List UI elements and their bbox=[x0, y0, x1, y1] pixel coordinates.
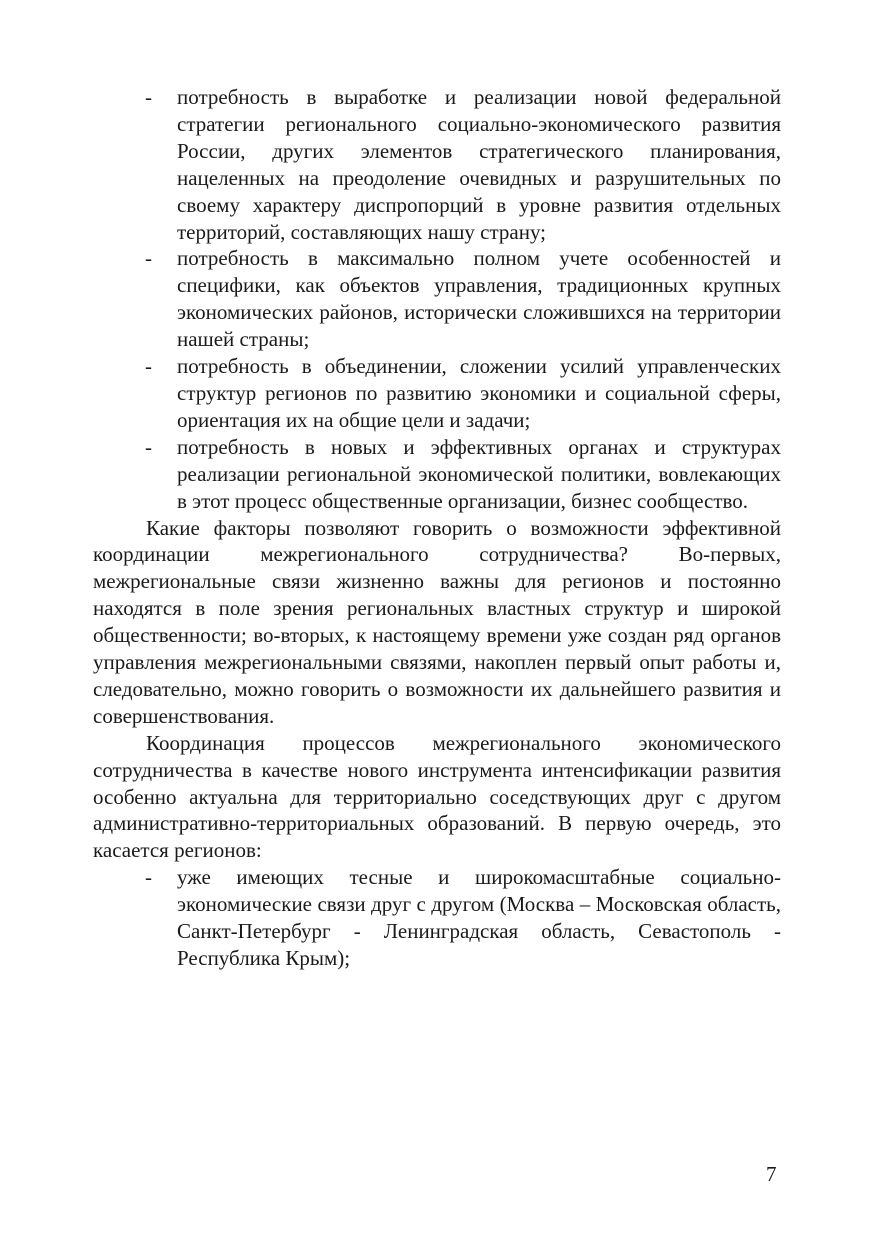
list-item-text: потребность в новых и эффективных органах и структурах реализации региональной экономической политики, вовлекающих в этот процесс общественные организации, бизнес сообщество. bbox=[177, 434, 781, 513]
list-bullet: - bbox=[145, 354, 152, 379]
list-item bbox=[93, 864, 781, 972]
list-item-text: уже имеющих тесные и широкомасштабные социально-экономические связи друг с другом (Москва – Московская область, Санкт-Петербург - Ленинградская область, Севастополь - Республика Крым); bbox=[177, 865, 781, 970]
list-item bbox=[93, 353, 781, 434]
list-item bbox=[93, 434, 781, 515]
list-item bbox=[93, 84, 781, 245]
list-bullet: - bbox=[145, 85, 152, 109]
needs-list bbox=[93, 84, 781, 515]
document-page bbox=[93, 84, 781, 972]
list-item-text: потребность в максимально полном учете особенностей и специфики, как объектов управления, традиционных крупных экономических районов, исторически сложившихся на территории нашей страны; bbox=[177, 246, 781, 352]
page-number: 7 bbox=[766, 1162, 777, 1186]
list-item-text: потребность в выработке и реализации новой федеральной стратегии регионального социально-экономического развития России, других элементов стратегического планирования, нацеленных на преодоление очевидных и разрушительных по своему характеру диспропорций в уровне развития отдельных территорий, составляющих нашу страну; bbox=[177, 85, 781, 244]
paragraph-coordination-factors: Какие факторы позволяют говорить о возможности эффективной координации межрегионального сотрудничества? Во-первых, межрегиональные связи жизненно важны для регионов и постоянно находятся в поле зрения региональных властных структур и широкой общественности; во-вторых, к настоящему времени уже создан ряд органов управления межрегиональными связями, накоплен первый опыт работы и, следовательно, можно говорить о возможности их дальнейшего развития и совершенствования. bbox=[93, 515, 781, 728]
paragraph-coordination-processes: Координация процессов межрегионального экономического сотрудничества в качестве нового инструмента интенсификации развития особенно актуальна для территориально соседствующих друг с другом административно-территориальных образований. В первую очередь, это касается регионов: bbox=[93, 730, 781, 863]
list-item bbox=[93, 245, 781, 353]
list-bullet: - bbox=[145, 246, 152, 271]
list-item-text: потребность в объединении, сложении усилий управленческих структур регионов по развитию экономики и социальной сферы, ориентация их на общие цели и задачи; bbox=[177, 354, 781, 432]
list-bullet: - bbox=[145, 865, 152, 890]
regions-list bbox=[93, 864, 781, 972]
list-bullet: - bbox=[145, 434, 152, 459]
